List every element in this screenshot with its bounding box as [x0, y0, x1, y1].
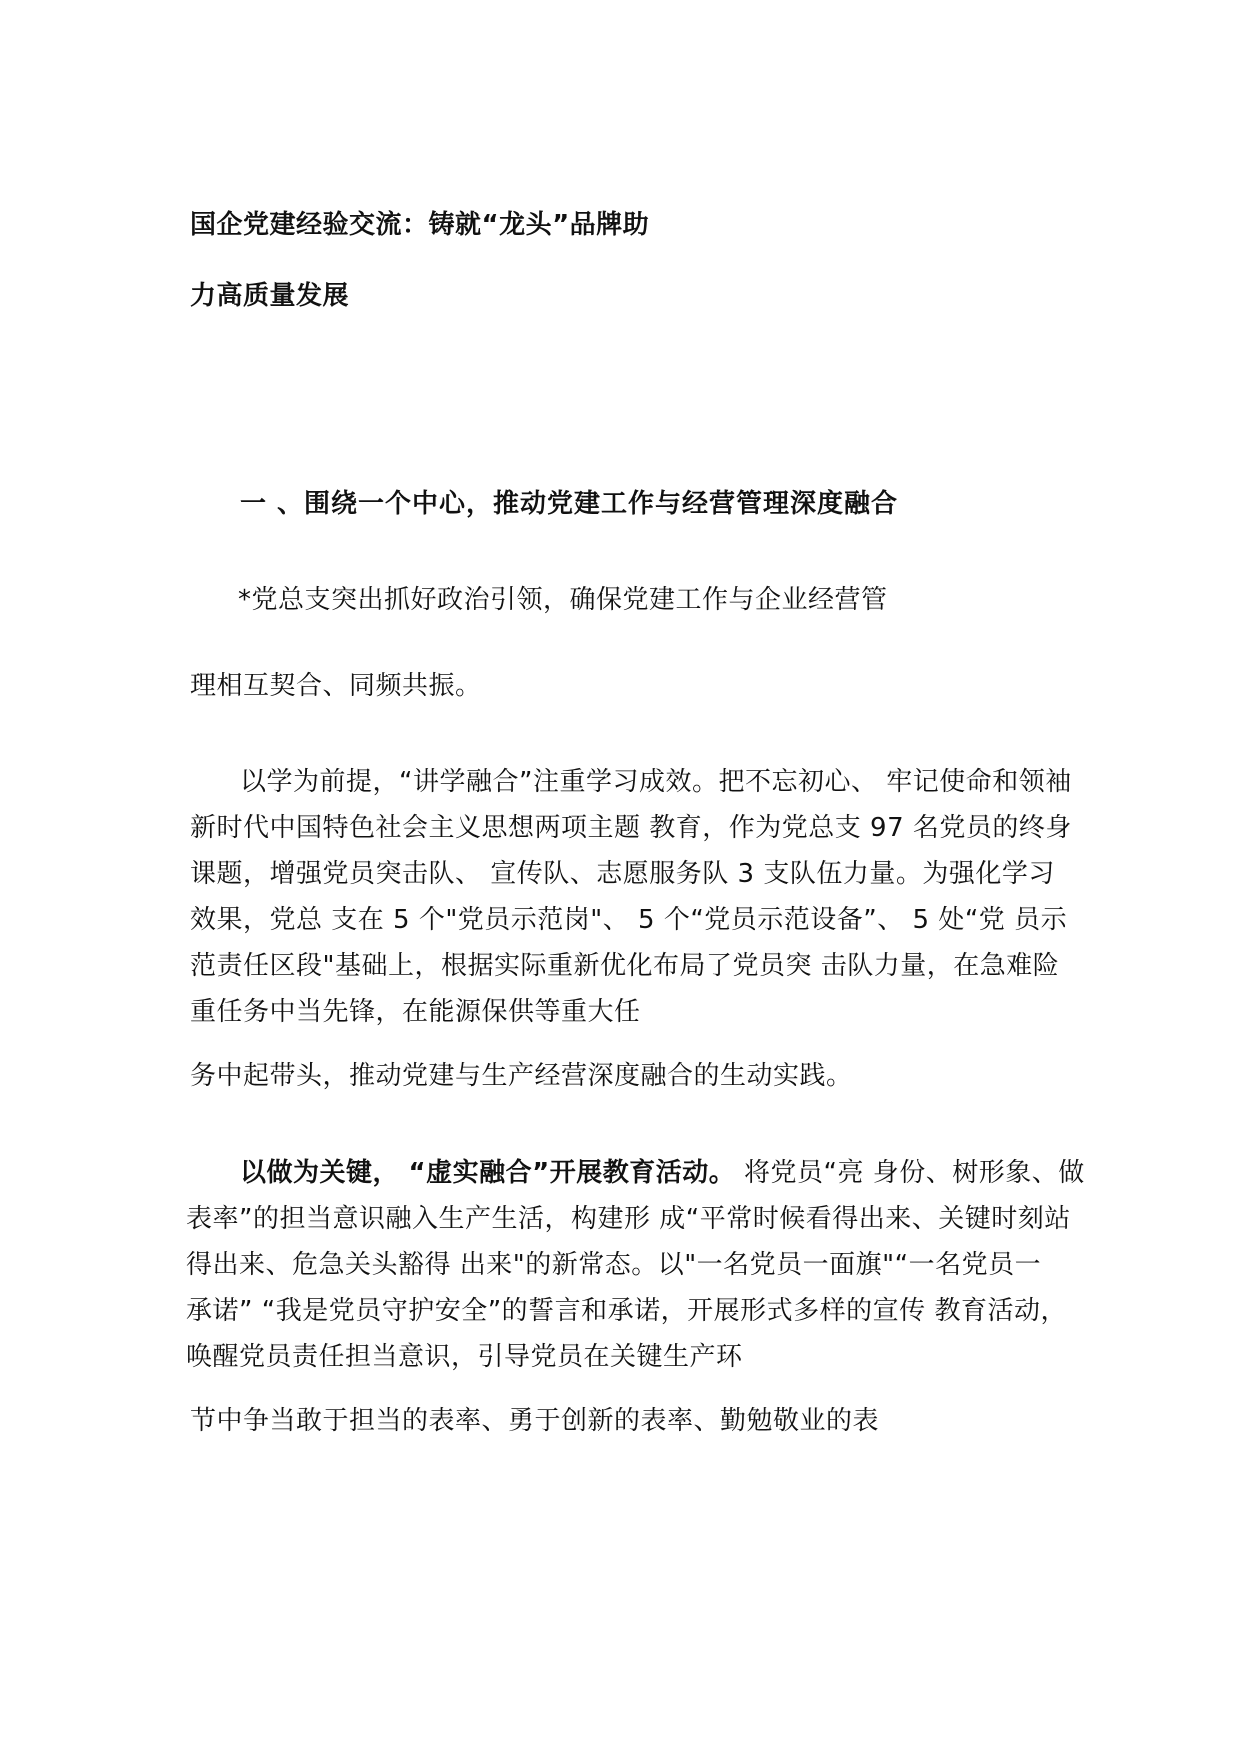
paragraph3-line-1 — [240, 1156, 1085, 1190]
section-heading: 一 、围绕一个中心，推动党建工作与经营管理深度融合 — [240, 489, 899, 519]
paragraph3-line-6: 节中争当敢于担当的表率、勇于创新的表率、勤勉敬业的表 — [190, 1406, 880, 1436]
paragraph2-line-7: 务中起带头，推动党建与生产经营深度融合的生动实践。 — [190, 1061, 853, 1091]
paragraph3-line-3: 得出来、危急关头豁得 出来"的新常态。以"一名党员一面旗"“一名党员一 — [186, 1250, 1042, 1280]
paragraph3-line-2: 表率”的担当意识融入生产生活，构建形 成“平常时候看得出来、关键时刻站 — [186, 1204, 1071, 1234]
paragraph2-line-1: 以学为前提，“讲学融合”注重学习成效。把不忘初心、 牢记使命和领袖 — [240, 767, 1072, 797]
paragraph3-lead-tail: 将党员“亮 身份、树形象、做 — [735, 1158, 1085, 1188]
paragraph2-line-4: 效果，党总 支在 5 个"党员示范岗"、 5 个“党员示范设备”、 5 处“党 员示 — [190, 905, 1068, 935]
paragraph2-line-6: 重任务中当先锋，在能源保供等重大任 — [190, 997, 641, 1027]
paragraph1-line-1: *党总支突出抓好政治引领，确保党建工作与企业经营管 — [238, 585, 888, 615]
paragraph3-line-4: 承诺” “我是党员守护安全”的誓言和承诺，开展形式多样的宣传 教育活动， — [186, 1296, 1067, 1326]
paragraph3-lead: 以做为关键， “虚实融合”开展教育活动。 — [240, 1158, 736, 1188]
paragraph1-line-2: 理相互契合、同频共振。 — [190, 671, 482, 701]
title-line-2: 力高质量发展 — [190, 281, 350, 311]
title-line-1: 国企党建经验交流：铸就“龙头”品牌助 — [190, 210, 650, 240]
paragraph2-line-3: 课题，增强党员突击队、 宣传队、志愿服务队 3 支队伍力量。为强化学习 — [190, 859, 1055, 889]
paragraph2-line-2: 新时代中国特色社会主义思想两项主题 教育，作为党总支 97 名党员的终身 — [190, 813, 1072, 843]
paragraph2-line-5: 范责任区段"基础上，根据实际重新优化布局了党员突 击队力量，在急难险 — [190, 951, 1060, 981]
paragraph3-line-5: 唤醒党员责任担当意识，引导党员在关键生产环 — [186, 1342, 743, 1372]
